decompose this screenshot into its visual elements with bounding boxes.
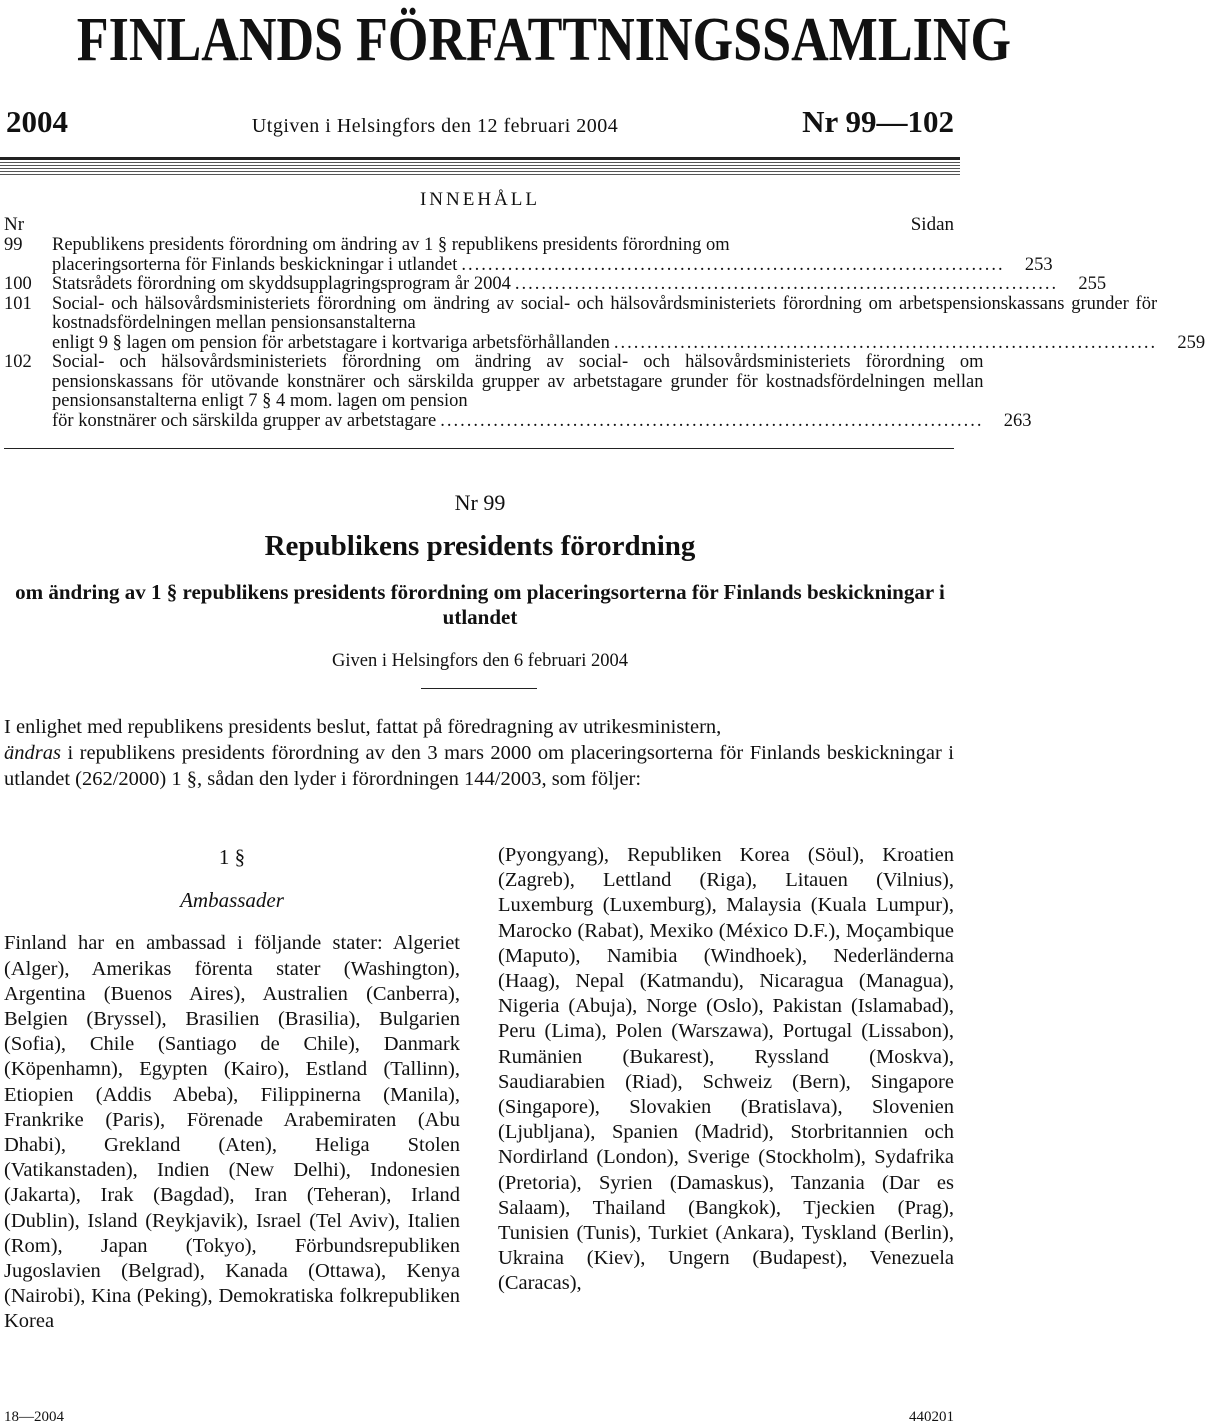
toc-leader-dots: .................................................................................. bbox=[461, 254, 1005, 275]
issue-info: Utgiven i Helsingfors den 12 februari 2004 bbox=[251, 115, 619, 137]
toc-entry-text: Republikens presidents förordning om ändring av 1 § republikens presidents förordning om bbox=[52, 235, 730, 255]
table-of-contents bbox=[4, 235, 1205, 431]
act-preamble bbox=[4, 714, 954, 792]
toc-entry-last-line: för konstnärer och särskilda grupper av arbetstagare bbox=[52, 410, 437, 431]
toc-entry-text: Social- och hälsovårdsministeriets förordning om ändring av social- och hälsovårdsministeriets förordning om pensionskassans för utövande konstnärer och särskilda grupper av arbetstagare grunder för kostnadsfördelningen mellan pensionsanstalterna enligt 7 § 4 mom. lagen om pension bbox=[52, 352, 984, 411]
section-text-left: Finland har en ambassad i följande stater: Algeriet (Alger), Amerikas förenta stater (Washington), Argentina (Buenos Aires), Australien (Canberra), Belgien (Bryssel), Brasilien (Brasilia), Bulgarien (Sofia), Chile (Santiago de Chile), Danmark (Köpenhamn), Egypten (Kairo), Estland (Tallinn), Etiopien (Addis Abeba), Filippinerna (Manila), Frankrike (Paris), Förenade Arabemiraten (Abu Dhabi), Grekland (Aten), Heliga Stolen (Vatikanstaden), Indien (New Delhi), Indonesien (Jakarta), Irak (Bagdad), Iran (Teheran), Irland (Dublin), Island (Reykjavik), Israel (Tel Aviv), Italien (Rom), Japan (Tokyo), Förbundsrepubliken Jugoslavien (Belgrad), Kanada (Ottawa), Kenya (Nairobi), Kina (Peking), Demokratiska folkrepubliken Korea bbox=[4, 932, 460, 1333]
act-subtitle: om ändring av 1 § republikens presidents förordning om placeringsorterna för Finlands beskickningar i utlandet bbox=[15, 580, 945, 629]
section-number: 1 § bbox=[218, 845, 246, 869]
toc-entry[interactable] bbox=[4, 274, 1107, 295]
toc-col-nr: Nr bbox=[4, 214, 25, 235]
header-hatch-rule bbox=[0, 162, 960, 176]
toc-leader-dots: .................................................................................. bbox=[514, 274, 1059, 294]
preamble-rest: i republikens presidents förordning av den 3 mars 2000 om placeringsorterna för Finlands beskickningar i utlandet (262/2000) 1 §, sådan den lyder i förordningen 144/2003, som följer: bbox=[4, 742, 954, 790]
preamble-line-2 bbox=[4, 740, 954, 792]
toc-leader-dots: .................................................................................. bbox=[613, 332, 1158, 353]
act-number: Nr 99 bbox=[454, 490, 506, 515]
footer-left: 18—2004 bbox=[4, 1409, 64, 1425]
toc-entry[interactable] bbox=[4, 352, 1032, 431]
toc-entry-nr: 99 bbox=[4, 235, 23, 255]
section-text-right: (Pyongyang), Republiken Korea (Söul), Kroatien (Zagreb), Lettland (Riga), Litauen (Vilnius), Luxemburg (Luxemburg), Malaysia (Kuala Lumpur), Marocko (Rabat), Mexiko (México D.F.), Moçambique (Maputo), Namibia (Windhoek), Nederländerna (Haag), Nepal (Katmandu), Nicaragua (Managua), Nigeria (Abuja), Norge (Oslo), Pakistan (Islamabad), Peru (Lima), Polen (Warszawa), Portugal (Lissabon), Rumänien (Bukarest), Ryssland (Moskva), Saudiarabien (Riad), Schweiz (Bern), Singapore (Singapore), Slovakien (Bratislava), Slovenien (Ljubljana), Spanien (Madrid), Storbritannien och Nordirland (London), Sverige (Stockholm), Sydafrika (Pretoria), Syrien (Damaskus), Tanzania (Dar es Salaam), Thailand (Bangkok), Tjeckien (Prag), Tunisien (Tunis), Turkiet (Ankara), Tyskland (Berlin), Ukraina (Kiev), Ungern (Budapest), Venezuela (Caracas), bbox=[498, 844, 954, 1295]
toc-entry[interactable] bbox=[4, 235, 1053, 275]
toc-leader-dots: .................................................................................. bbox=[440, 410, 984, 431]
toc-entry-last-line: Statsrådets förordning om skyddsupplagringsprogram år 2004 bbox=[52, 274, 511, 294]
footer-right: 440201 bbox=[909, 1409, 954, 1425]
act-given-date: Given i Helsingfors den 6 februari 2004 bbox=[332, 651, 628, 671]
toc-entry-page: 259 bbox=[1177, 332, 1205, 353]
preamble-emphasis: ändras bbox=[4, 742, 61, 764]
toc-entry[interactable] bbox=[4, 293, 1205, 354]
header-rule bbox=[0, 157, 960, 160]
right-column bbox=[498, 843, 954, 1297]
left-column bbox=[4, 843, 460, 1335]
preamble-line-1: I enlighet med republikens presidents beslut, fattat på föredragning av utrikesministern, bbox=[4, 716, 722, 738]
toc-entry-page: 255 bbox=[1078, 274, 1107, 294]
toc-entry-text: Social- och hälsovårdsministeriets förordning om ändring av social- och hälsovårdsministeriets förordning om arbetspensionskassans grunder för kostnadsfördelningen mellan pensionsanstalterna bbox=[52, 293, 1158, 333]
toc-entry-last-line: placeringsorterna för Finlands beskickningar i utlandet bbox=[52, 254, 458, 275]
section-heading: Ambassader bbox=[180, 888, 284, 913]
divider bbox=[421, 688, 537, 689]
issue-year: 2004 bbox=[6, 104, 68, 139]
toc-title: INNEHÅLL bbox=[419, 189, 541, 210]
toc-entry-last-line: enligt 9 § lagen om pension för arbetstagare i kortvariga arbetsförhållanden bbox=[52, 332, 610, 353]
page-footer bbox=[4, 1409, 954, 1426]
toc-entry-nr: 101 bbox=[4, 293, 32, 314]
issue-number: Nr 99—102 bbox=[802, 104, 954, 139]
act-title: Republikens presidents förordning bbox=[264, 530, 696, 562]
toc-bottom-rule bbox=[4, 448, 954, 449]
toc-entry-nr: 100 bbox=[4, 274, 32, 294]
toc-entry-page: 253 bbox=[1024, 254, 1053, 275]
masthead-title: FINLANDS FÖRFATTNINGSSAMLING bbox=[76, 6, 1011, 74]
issue-row bbox=[6, 104, 954, 148]
toc-col-page: Sidan bbox=[910, 214, 954, 235]
toc-entry-page: 263 bbox=[1003, 410, 1032, 431]
toc-column-headers bbox=[4, 214, 954, 236]
toc-entry-nr: 102 bbox=[4, 352, 32, 372]
